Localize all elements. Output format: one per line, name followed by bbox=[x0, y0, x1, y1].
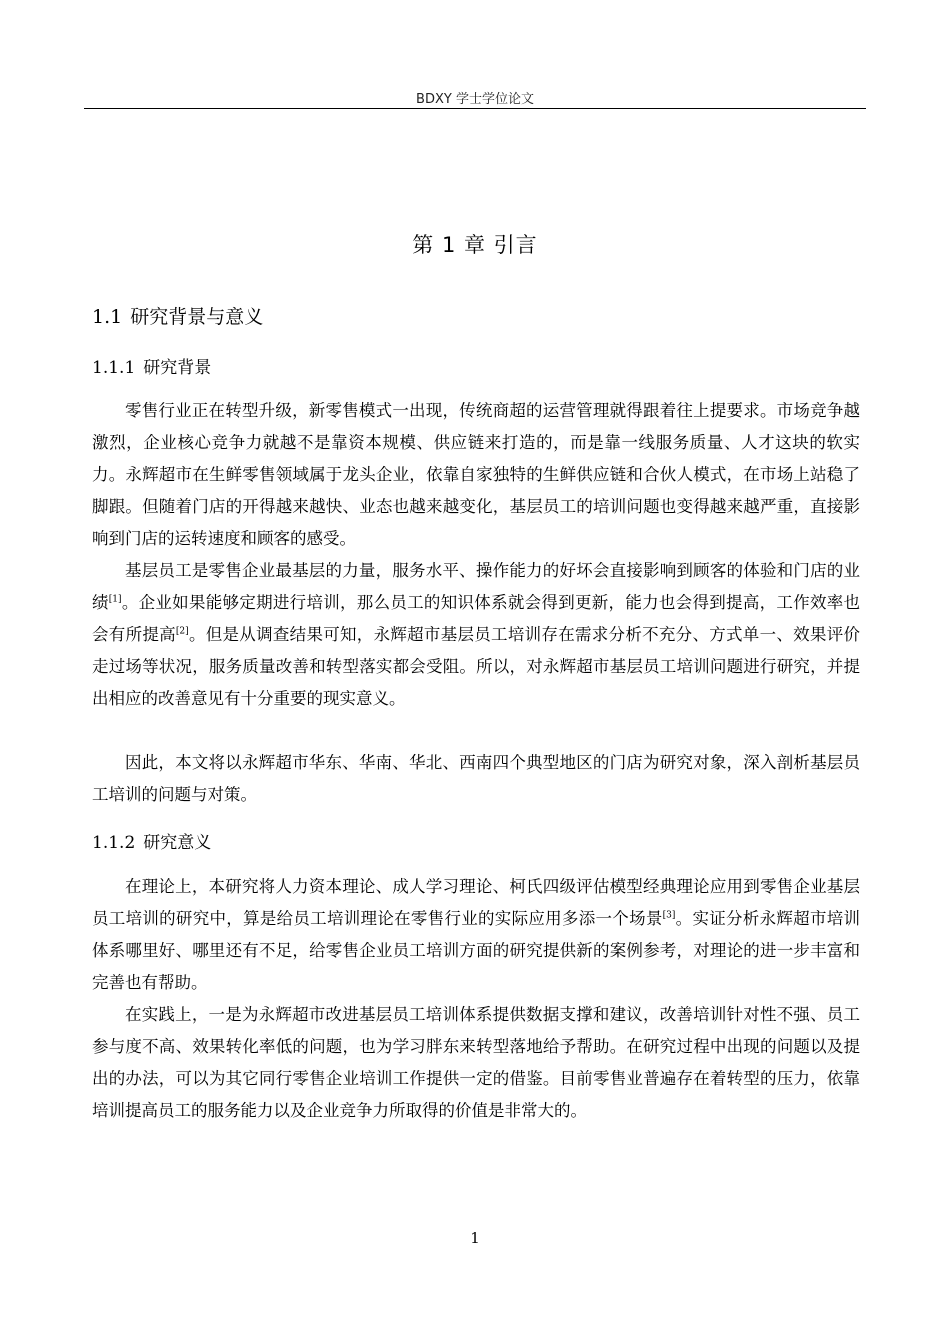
subsection-number: 1.1.2 bbox=[92, 833, 136, 853]
citation-ref: [2] bbox=[175, 626, 189, 637]
subsection-heading-1-1-1 bbox=[92, 356, 211, 380]
paragraph-text: 。实证分析永辉超市培训体系哪里好、哪里还有不足，给零售企业员工培训方面的研究提供新的案例参考，对理论的进一步丰富和完善也有帮助。 bbox=[92, 909, 861, 992]
chapter-title: 第 1 章 引言 bbox=[412, 233, 538, 257]
paragraph-text: 。但是从调查结果可知，永辉超市基层员工培训存在需求分析不充分、方式单一、效果评价走过场等状况，服务质量改善和转型落实都会受阻。所以，对永辉超市基层员工培训问题进行研究，并提出相应的改善意见有十分重要的现实意义。 bbox=[92, 625, 861, 708]
section-number: 1.1 bbox=[92, 306, 123, 328]
body-paragraph bbox=[92, 555, 860, 715]
page-number: 1 bbox=[470, 1229, 480, 1247]
paragraph-text: 。企业如果能够定期进行培训，那么员工的知识体系就会得到更新，能力也会得到提高，工作效率也会有所提高 bbox=[92, 593, 861, 644]
subsection-heading-1-1-2 bbox=[92, 831, 211, 855]
body-paragraph: 零售行业正在转型升级，新零售模式一出现，传统商超的运营管理就得跟着往上提要求。市场竞争越激烈，企业核心竞争力就越不是靠资本规模、供应链来打造的，而是靠一线服务质量、人才这块的软实力。永辉超市在生鲜零售领域属于龙头企业，依靠自家独特的生鲜供应链和合伙人模式，在市场上站稳了脚跟。但随着门店的开得越来越快、业态也越来越变化，基层员工的培训问题也变得越来越严重，直接影响到门店的运转速度和顾客的感受。 bbox=[92, 401, 860, 548]
body-paragraph: 因此，本文将以永辉超市华东、华南、华北、西南四个典型地区的门店为研究对象，深入剖析基层员工培训的问题与对策。 bbox=[92, 753, 860, 804]
paragraph-text: 在理论上，本研究将人力资本理论、成人学习理论、柯氏四级评估模型经典理论应用到零售企业基层员工培训的研究中，算是给员工培训理论在零售行业的实际应用多添一个场景 bbox=[92, 877, 860, 928]
body-paragraph: 在实践上，一是为永辉超市改进基层员工培训体系提供数据支撑和建议，改善培训针对性不强、员工参与度不高、效果转化率低的问题，也为学习胖东来转型落地给予帮助。在研究过程中出现的问题以及提出的办法，可以为其它同行零售企业培训工作提供一定的借鉴。目前零售业普遍存在着转型的压力，依靠培训提高员工的服务能力以及企业竞争力所取得的价值是非常大的。 bbox=[92, 1005, 860, 1120]
citation-ref: [1] bbox=[108, 594, 122, 605]
subsection-title: 研究背景 bbox=[143, 358, 212, 378]
body-paragraph bbox=[92, 871, 860, 999]
paragraph-text: 基层员工是零售企业最基层的力量，服务水平、操作能力的好坏会直接影响到顾客的体验和门店的业绩 bbox=[92, 561, 860, 612]
section-heading-1-1 bbox=[92, 304, 263, 330]
subsection-title: 研究意义 bbox=[143, 833, 212, 853]
subsection-number: 1.1.1 bbox=[92, 358, 136, 378]
section-title: 研究背景与意义 bbox=[130, 306, 264, 328]
header-divider bbox=[84, 108, 866, 109]
citation-ref: [3] bbox=[662, 910, 676, 921]
running-header: BDXY 学士学位论文 bbox=[416, 92, 534, 107]
